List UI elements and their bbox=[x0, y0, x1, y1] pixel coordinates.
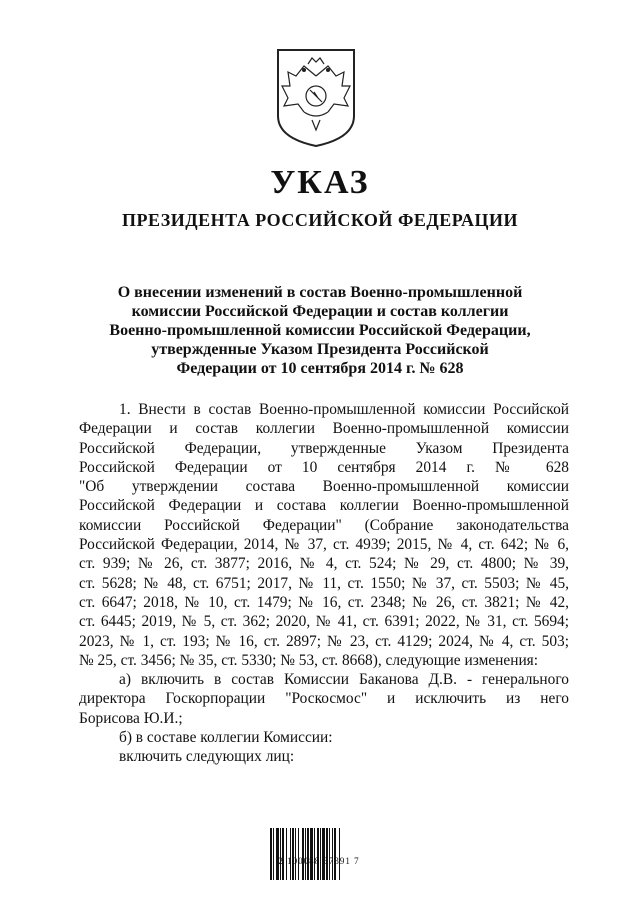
barcode-bar bbox=[339, 828, 340, 880]
body-line: ст. 6445; 2019, № 5, ст. 362; 2020, № 41, ст. 6391; 2022, № 31, ст. 5694; bbox=[79, 613, 569, 631]
subject-line: утвержденные Указом Президента Российской bbox=[151, 341, 489, 358]
body-line: Российской Федерации, утвержденные Указом Президента bbox=[79, 439, 569, 457]
subject-line: Военно-промышленной комиссии Российской Федерации, bbox=[109, 322, 531, 339]
body-line: включить следующих лиц: bbox=[119, 748, 295, 766]
body-line: ст. 6647; 2018, № 10, ст. 1479; № 16, ст. 2348; № 26, ст. 3821; № 42, bbox=[79, 593, 569, 611]
body-line: Российской Федерации и состава коллегии Военно-промышленной bbox=[79, 497, 569, 515]
barcode-bar bbox=[273, 828, 274, 880]
barcode-bar bbox=[282, 828, 284, 880]
body-line: Федерации и состав коллегии Военно-промышленной комиссии bbox=[79, 420, 569, 438]
subject-line: О внесении изменений в состав Военно-промышленной bbox=[117, 284, 523, 301]
body-line: ст. 939; № 26, ст. 3877; 2016, № 4, ст. 524; № 29, ст. 4800; № 39, bbox=[79, 555, 569, 573]
body-line: директора Госкорпорации "Роскосмос" и исключить из него bbox=[79, 690, 569, 708]
decree-body bbox=[79, 400, 569, 767]
body-line: б) в составе коллегии Комиссии: bbox=[119, 729, 333, 747]
body-line: Российской Федерации от 10 сентября 2014 г. № 628 bbox=[79, 458, 569, 476]
document-type-title: УКАЗ bbox=[270, 164, 370, 201]
issuer-title: ПРЕЗИДЕНТА РОССИЙСКОЙ ФЕДЕРАЦИИ bbox=[122, 210, 518, 230]
decree-subject bbox=[80, 283, 560, 378]
body-line: Российской Федерации, 2014, № 37, ст. 4939; 2015, № 4, ст. 642; № 6, bbox=[79, 536, 569, 554]
barcode-bar bbox=[314, 828, 315, 880]
subject-line: Федерации от 10 сентября 2014 г. № 628 bbox=[176, 360, 464, 377]
barcode-bar bbox=[322, 828, 325, 880]
body-line: комиссии Российской Федерации" (Собрание законодательства bbox=[79, 516, 569, 534]
body-line: "Об утверждении состава Военно-промышленной комиссии bbox=[79, 478, 569, 496]
barcode-bar bbox=[320, 828, 321, 880]
barcode-bar bbox=[280, 828, 281, 880]
barcode-bar bbox=[317, 828, 319, 880]
barcode-bar bbox=[305, 828, 306, 880]
body-line: ст. 5628; № 48, ст. 6751; 2017, № 11, ст. 1550; № 37, ст. 5503; № 45, bbox=[79, 574, 569, 592]
body-line: а) включить в состав Комиссии Баканова Д.В. - генерального bbox=[119, 671, 569, 689]
body-line: № 25, ст. 3456; № 35, ст. 5330; № 53, ст. 8668), следующие изменения: bbox=[79, 651, 539, 669]
barcode-bar bbox=[290, 828, 291, 880]
barcode-bar bbox=[334, 828, 336, 880]
body-line: Борисова Ю.И.; bbox=[79, 709, 183, 727]
barcode-bar bbox=[302, 828, 304, 880]
barcode-bar bbox=[326, 828, 328, 880]
body-line: 1. Внести в состав Военно-промышленной комиссии Российской bbox=[119, 401, 569, 418]
barcode-bar bbox=[276, 828, 279, 880]
barcode-number: 2 100088 67391 7 bbox=[278, 856, 360, 866]
barcode-bar bbox=[332, 828, 333, 880]
barcode-bar bbox=[295, 828, 296, 880]
barcode-bar bbox=[329, 828, 330, 880]
subject-line: комиссии Российской Федерации и состав коллегии bbox=[131, 303, 509, 320]
barcode bbox=[270, 828, 362, 880]
state-emblem bbox=[274, 46, 358, 150]
barcode-bar bbox=[307, 828, 309, 880]
body-line: 2023, № 1, ст. 193; № 16, ст. 2897; № 23, ст. 4129; 2024, № 4, ст. 503; bbox=[79, 632, 569, 650]
barcode-bar bbox=[310, 828, 313, 880]
barcode-bar bbox=[298, 828, 299, 880]
barcode-bar bbox=[270, 828, 272, 880]
barcode-bar bbox=[292, 828, 294, 880]
barcode-bar bbox=[286, 828, 287, 880]
